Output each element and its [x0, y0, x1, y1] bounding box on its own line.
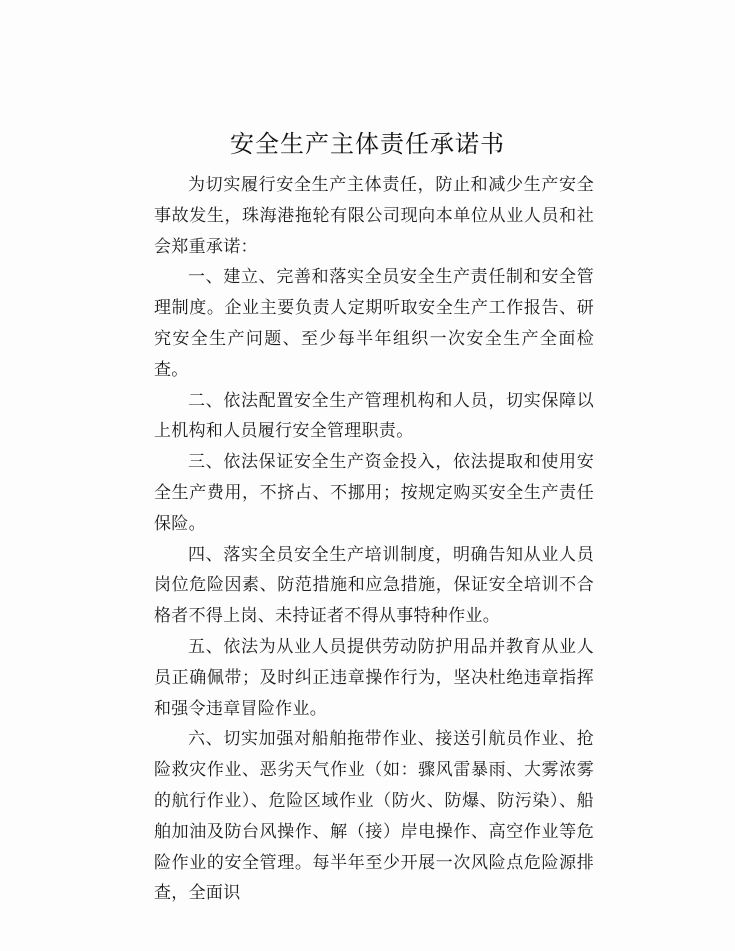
paragraph-item-1: 一、建立、完善和落实全员安全生产责任制和安全管理制度。企业主要负责人定期听取安全生产工作报告、研究安全生产问题、至少每半年组织一次安全生产全面检查。 [154, 267, 594, 380]
document-title: 安全生产主体责任承诺书 [230, 130, 505, 159]
paragraph-item-5: 五、依法为从业人员提供劳动防护用品并教育从业人员正确佩带；及时纠正违章操作行为，坚决杜绝违章指挥和强令违章冒险作业。 [154, 636, 594, 719]
paragraph-item-6: 六、切实加强对船舶拖带作业、接送引航员作业、抢险救灾作业、恶劣天气作业（如：骤风雷暴雨、大雾浓雾的航行作业）、危险区域作业（防火、防爆、防污染）、船舶加油及防台风操作、解（接）岸电操作、高空作业等危险作业的安全管理。每半年至少开展一次风险点危险源排查，全面识 [154, 729, 594, 904]
paragraph-intro: 为切实履行安全生产主体责任，防止和减少生产安全事故发生，珠海港拖轮有限公司现向本单位从业人员和社会郑重承诺： [154, 175, 594, 257]
document-body [154, 170, 594, 909]
paragraph-item-2: 二、依法配置安全生产管理机构和人员，切实保障以上机构和人员履行安全管理职责。 [154, 390, 594, 442]
paragraph-item-3: 三、依法保证安全生产资金投入，依法提取和使用安全生产费用，不挤占、不挪用；按规定购买安全生产责任保险。 [154, 452, 594, 534]
paragraph-item-4: 四、落实全员安全生产培训制度，明确告知从业人员岗位危险因素、防范措施和应急措施，保证安全培训不合格者不得上岗、未持证者不得从事特种作业。 [154, 544, 594, 627]
